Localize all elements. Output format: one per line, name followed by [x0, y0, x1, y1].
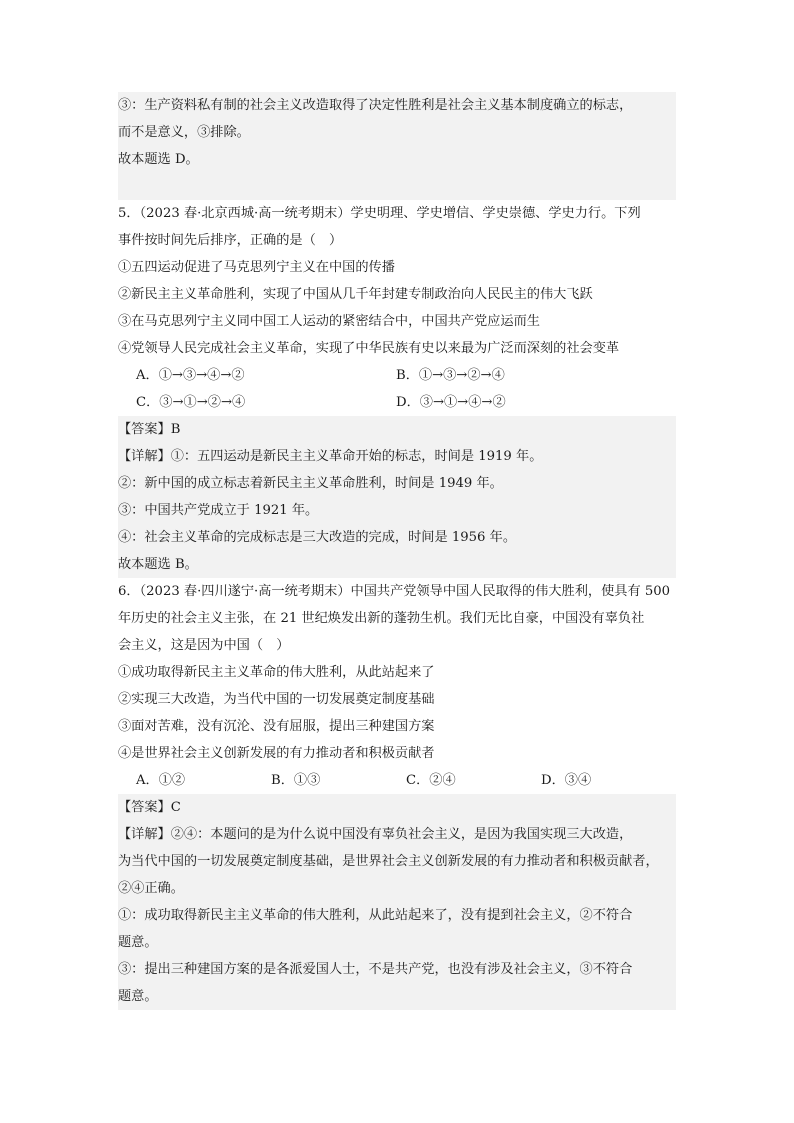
statement-item: ④党领导人民完成社会主义革命，实现了中华民族有史以来最为广泛而深刻的社会变革 [118, 341, 620, 356]
conclusion-line: 故本题选 B。 [118, 557, 198, 572]
options-row [118, 767, 676, 794]
question-5 [118, 200, 676, 578]
explain-line: ③：生产资料私有制的社会主义改造取得了决定性胜利是社会主义基本制度确立的标志， [118, 98, 633, 113]
explain-line: 为当代中国的一切发展奠定制度基础，是世界社会主义创新发展的有力推动者和积极贡献者， [118, 854, 659, 869]
blank-line [118, 173, 676, 200]
statement-item: ②实现三大改造，为当代中国的一切发展奠定制度基础 [118, 692, 435, 707]
conclusion-line: 故本题选 D。 [118, 152, 199, 167]
answer-block [118, 794, 676, 1010]
option-c[interactable]: C．③→①→②→④ [136, 395, 246, 410]
statement-item: ①五四运动促进了马克思列宁主义在中国的传播 [118, 260, 395, 275]
statement-item: ③面对苦难，没有沉沦、没有屈服，提出三种建国方案 [118, 719, 435, 734]
answer-line: 【答案】B [118, 422, 181, 437]
option-b[interactable]: B．①→③→②→④ [396, 368, 505, 383]
document-page [118, 92, 676, 1010]
question-stem: 年历史的社会主义主张，在 21 世纪焕发出新的蓬勃生机。我们无比自豪，中国没有辜负社 [118, 611, 645, 626]
explain-line: 【详解】①：五四运动是新民主主义革命开始的标志，时间是 1919 年。 [118, 449, 543, 464]
explain-line: 题意。 [118, 935, 158, 950]
option-d[interactable]: D．③→①→④→② [396, 395, 506, 410]
explain-line: ③：提出三种建国方案的是各派爱国人士，不是共产党，也没有涉及社会主义，③不符合 [118, 962, 633, 977]
answer-block [118, 416, 676, 578]
question-stem: 会主义，这是因为中国（ ） [118, 638, 290, 653]
explain-line: ③：中国共产党成立于 1921 年。 [118, 503, 319, 518]
explain-line: 而不是意义，③排除。 [118, 125, 250, 140]
statement-item: ①成功取得新民主主义革命的伟大胜利，从此站起来了 [118, 665, 435, 680]
explain-line: ②④正确。 [118, 881, 184, 896]
option-b[interactable]: B．①③ [271, 773, 321, 788]
option-d[interactable]: D．③④ [541, 773, 592, 788]
option-a[interactable]: A．①② [136, 773, 186, 788]
explain-line: 【详解】②④：本题问的是为什么说中国没有辜负社会主义，是因为我国实现三大改造， [118, 827, 633, 842]
explain-line: ②：新中国的成立标志着新民主主义革命胜利，时间是 1949 年。 [118, 476, 503, 491]
explain-line: ④：社会主义革命的完成标志是三大改造的完成，时间是 1956 年。 [118, 530, 517, 545]
answer-line: 【答案】C [118, 800, 181, 815]
statement-item: ②新民主主义革命胜利，实现了中国从几千年封建专制政治向人民民主的伟大飞跃 [118, 287, 593, 302]
option-a[interactable]: A．①→③→④→② [136, 368, 245, 383]
explain-line: ①：成功取得新民主主义革命的伟大胜利，从此站起来了，没有提到社会主义，②不符合 [118, 908, 633, 923]
statement-item: ④是世界社会主义创新发展的有力推动者和积极贡献者 [118, 746, 435, 761]
options-row [118, 389, 676, 416]
statement-item: ③在马克思列宁主义同中国工人运动的紧密结合中，中国共产党应运而生 [118, 314, 540, 329]
option-c[interactable]: C．②④ [406, 773, 456, 788]
question-stem: 5．（2023 春·北京西城·高一统考期末）学史明理、学史增信、学史崇德、学史力行。下列 [118, 206, 641, 221]
options-row [118, 362, 676, 389]
question-6 [118, 578, 676, 1010]
explain-line: 题意。 [118, 989, 158, 1004]
question-stem: 事件按时间先后排序，正确的是（ ） [118, 233, 343, 248]
previous-answer-block [118, 92, 676, 200]
question-stem: 6．（2023 春·四川遂宁·高一统考期末）中国共产党领导中国人民取得的伟大胜利，使具有 500 [118, 584, 671, 599]
